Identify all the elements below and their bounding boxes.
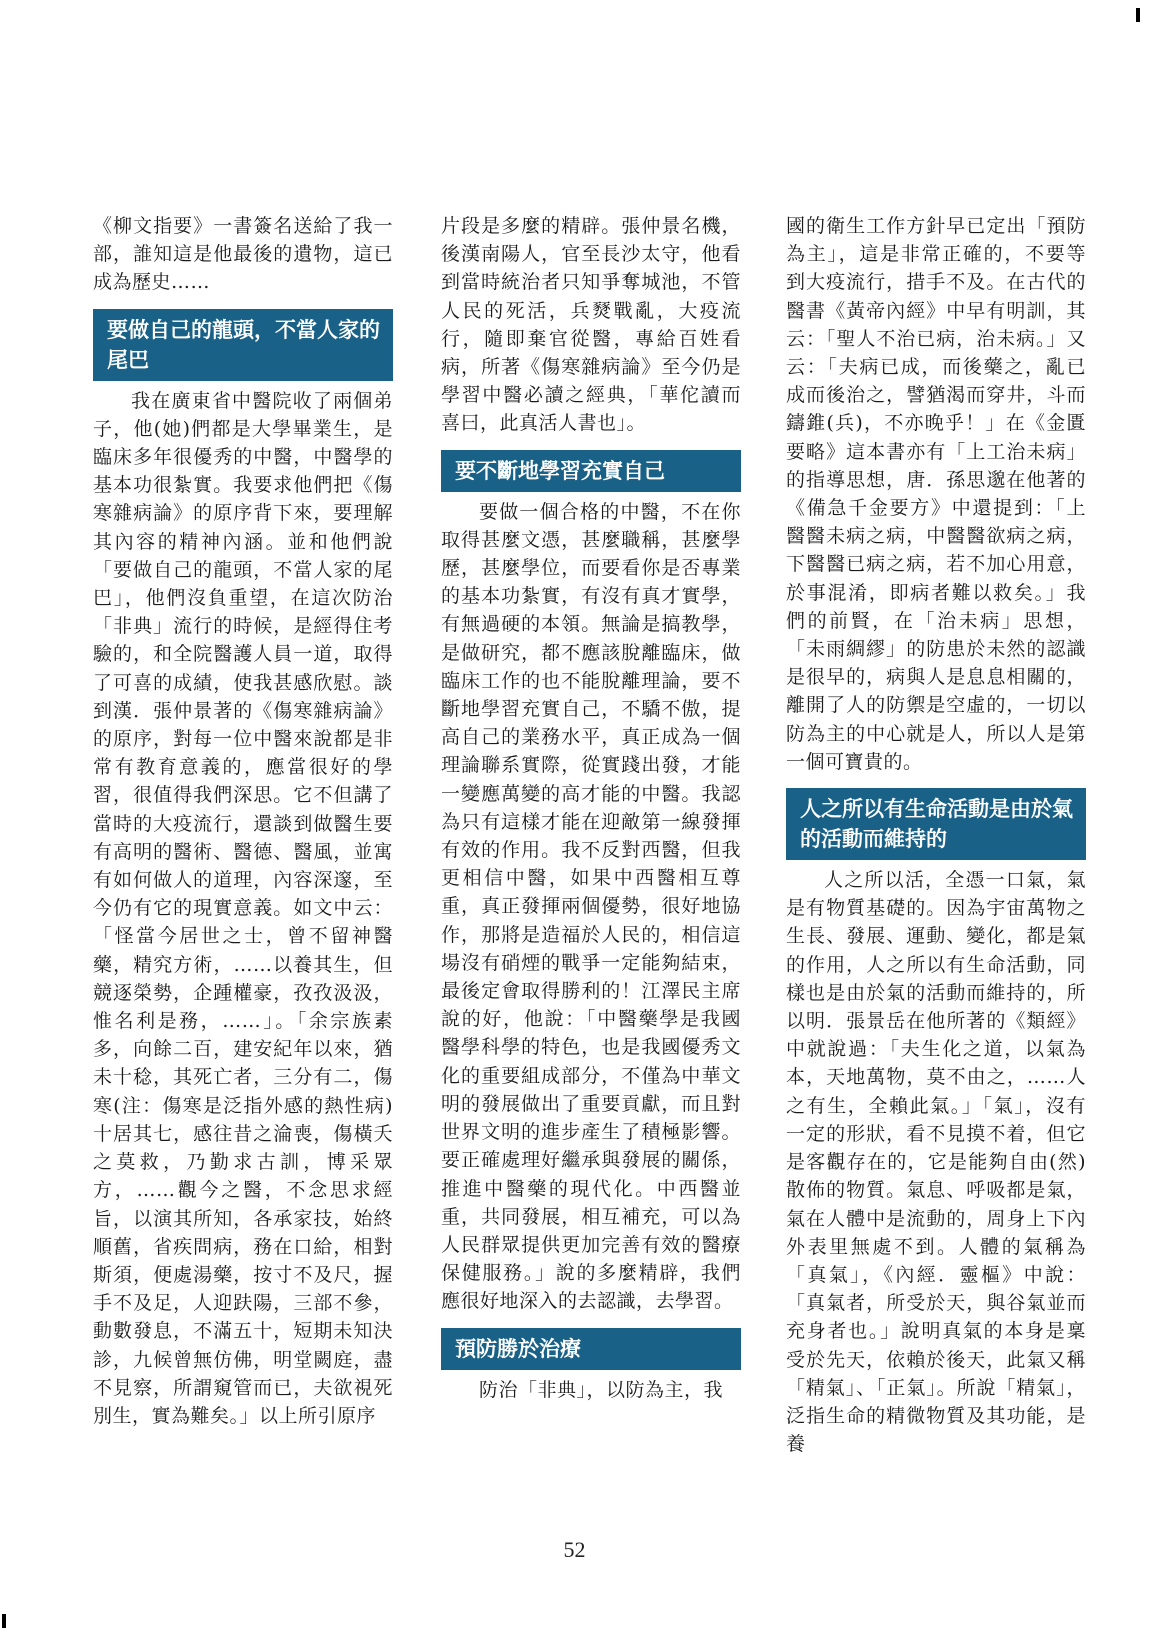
paragraph: 片段是多麼的精辟。張仲景名機，後漢南陽人，官至長沙太守，他看到當時統治者只知爭奪城池，不管人民的死活，兵燹戰亂，大疫流行，隨即棄官從醫，專給百姓看病，所著《傷寒雜病論》至今仍是學習中醫必讀之經典，「華佗讀而喜曰，此真活人書也」。 — [441, 215, 741, 435]
scan-edge-mark — [2, 1614, 6, 1628]
paragraph: 人之所以活，全憑一口氣，氣是有物質基礎的。因為宇宙萬物之生長、發展、運動、變化，都是氣的作用，人之所以有生命活動，同樣也是由於氣的活動而維持的，所以明．張景岳在他所著的《類經》中就說過：「夫生化之道，以氣為本，天地萬物，莫不由之，……人之有生，全賴此氣。」「氣」，沒有一定的形狀，看不見摸不着，但它是客觀存在的，它是能夠自由(然)散佈的物質。氣息、呼吸都是氣，氣在人體中是流動的，周身上下內外表里無處不到。人體的氣稱為「真氣」，《內經．靈樞》中說：「真氣者，所受於天，與谷氣並而充身者也。」說明真氣的本身是稟受於先天，依賴於後天，此氣又稱「精氣」、「正氣」。所說「精氣」，泛指生命的精微物質及其功能，是養 — [786, 869, 1086, 1456]
section-heading-dragon-head: 要做自己的龍頭，不當人家的尾巴 — [93, 309, 393, 381]
paragraph: 我在廣東省中醫院收了兩個弟子，他(她)們都是大學畢業生，是臨床多年很優秀的中醫，中醫學的基本功很紮實。我要求他們把《傷寒雜病論》的原序背下來，要理解其內容的精神內涵。並和他們說「要做自己的龍頭，不當人家的尾巴」，他們沒負重望，在這次防治「非典」流行的時候，是經得住考驗的，和全院醫護人員一道，取得了可喜的成績，使我甚感欣慰。談到漢．張仲景著的《傷寒雜病論》的原序，對每一位中醫來說都是非常有教育意義的，應當很好的學習，很值得我們深思。它不但講了當時的大疫流行，還談到做醫生要有高明的醫術、醫德、醫風，並寓有如何做人的道理，內容深邃，至今仍有它的現實意義。如文中云：「怪當今居世之士，曾不留神醫藥，精究方術，……以養其生，但競逐榮勢，企踵權豪，孜孜汲汲，惟名利是務，……」。「余宗族素多，向餘二百，建安紀年以來，猶未十稔，其死亡者，三分有二，傷寒(注：傷寒是泛指外感的熱性病)十居其七，感往昔之淪喪，傷橫夭之莫救，乃勤求古訓，博采眾方，……觀今之醫，不念思求經旨，以演其所知，各承家技，始終順舊，省疾問病，務在口給，相對斯須，便處湯藥，按寸不及尺，握手不及足，人迎趺陽，三部不參，動數發息，不滿五十，短期未知決診，九候曾無仿佛，明堂闕庭，盡不見察，所謂窺管而已，夫欲視死別生，實為難矣。」以上所引原序 — [93, 389, 393, 1427]
paragraph: 《柳文指要》一書簽名送給了我一部，誰知這是他最後的遺物，這已成為歷史…… — [93, 215, 393, 294]
page-number: 52 — [563, 1537, 586, 1562]
column-left — [93, 212, 393, 1430]
paragraph: 防治「非典」，以防為主，我 — [479, 1378, 724, 1401]
section-heading-prevention: 預防勝於治療 — [441, 1328, 741, 1370]
paragraph: 國的衛生工作方針早已定出「預防為主」，這是非常正確的，不要等到大疫流行，措手不及。在古代的醫書《黃帝內經》中早有明訓，其云：「聖人不治已病，治未病。」又云：「夫病已成，而後藥之，亂已成而後治之，譬猶渴而穿井，斗而鑄錐(兵)，不亦晚乎！」在《金匱要略》這本書亦有「上工治未病」的指導思想，唐．孫思邈在他著的《備急千金要方》中還提到：「上醫醫未病之病，中醫醫欲病之病，下醫醫已病之病，若不加心用意，於事混淆，即病者難以救矣。」我們的前賢，在「治未病」思想，「未雨綢繆」的防患於未然的認識是很早的，病與人是息息相關的，離開了人的防禦是空虛的，一切以防為主的中心就是人，所以人是第一個可寶貴的。 — [786, 215, 1086, 773]
section-heading-qi-activity: 人之所以有生命活動是由於氣的活動而維持的 — [786, 788, 1086, 860]
column-right — [786, 212, 1086, 1458]
column-middle — [441, 212, 741, 1404]
paragraph: 要做一個合格的中醫，不在你取得甚麼文憑，甚麼職稱，甚麼學歷，甚麼學位，而要看你是否專業的基本功紮實，有沒有真才實學，有無過硬的本領。無論是搞教學，是做研究，都不應該脫離臨床，做臨床工作的也不能脫離理論，要不斷地學習充實自己，不驕不傲，提高自己的業務水平，真正成為一個理論聯系實際，從實踐出發，才能一變應萬變的高才能的中醫。我認為只有這樣才能在迎敵第一線發揮有效的作用。我不反對西醫，但我更相信中醫，如果中西醫相互尊重，真正發揮兩個優勢，很好地協作，那將是造福於人民的，相信這場沒有硝煙的戰爭一定能夠結束，最後定會取得勝利的！江澤民主席說的好，他說：「中醫藥學是我國醫學科學的特色，也是我國優秀文化的重要組成部分，不僅為中華文明的發展做出了重要貢獻，而且對世界文明的進步產生了積極影響。要正確處理好繼承與發展的關係，推進中醫藥的現代化。中西醫並重，共同發展，相互補充，可以為人民群眾提供更加完善有效的醫療保健服務。」說的多麼精辟，我們應很好地深入的去認識，去學習。 — [441, 500, 741, 1313]
section-heading-keep-learning: 要不斷地學習充實自己 — [441, 450, 741, 492]
scan-edge-mark — [1136, 8, 1140, 22]
